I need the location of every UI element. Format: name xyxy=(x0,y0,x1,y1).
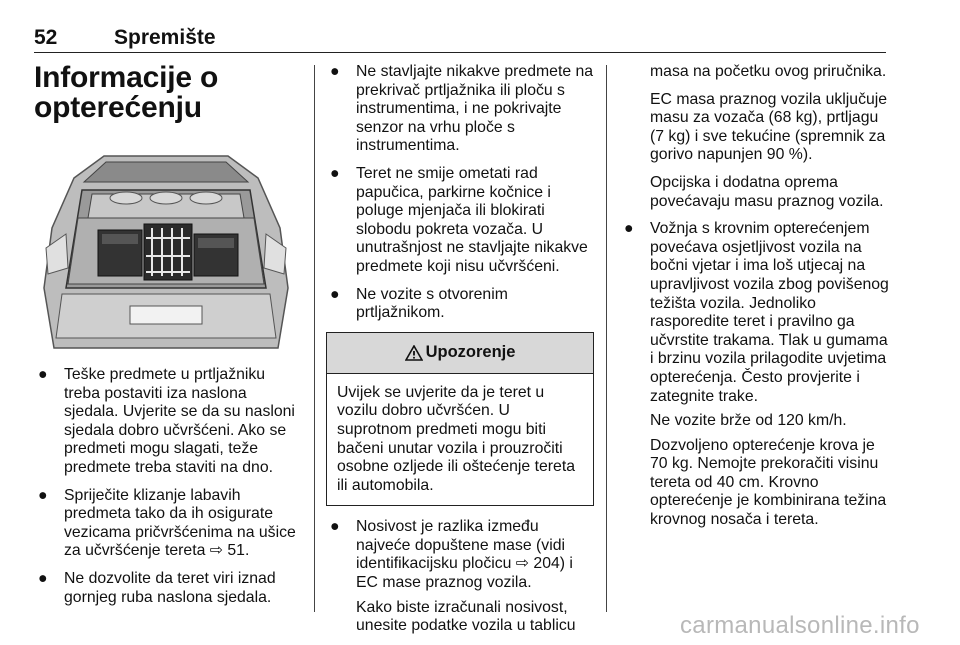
paragraph: Opcijska i dodatna oprema povećavaju masu praznog vozila. xyxy=(650,173,884,210)
paragraph: EC masa praznog vozila uključuje masu za vozača (68 kg), prtljagu (7 kg) i sve tekućine (spremnik za gorivo napunjen 90 %). xyxy=(650,90,888,164)
list-item: ● Vožnja s krovnim opterećenjem povećava osjetljivost vozila na bočni vjetar i ima loš utjecaj na upravljivost vozila zbog povišenog težišta vozila. Jednoliko rasporedite teret i pravilno ga učvrstite trakama. Tlak u gumama i brzinu vozila prilagodite uvjetima opterećenja. Često provjerite i zategnite trake. Ne vozite brže od 120 km/h. Dozvoljeno opterećenje krova je 70 kg. Nemojte prekoračiti visinu tereta od 40 cm. Krovno opterećenje je kombinirana težina krovnog nosača i tereta. xyxy=(624,220,889,529)
column-2 xyxy=(326,63,594,645)
list-item: ● Teške predmete u prtljažniku treba postaviti iza naslona sjedala. Uvjerite se da su nasloni sjedala dobro učvršćeni. Ako se predmeti mogu slagati, teže predmete treba staviti na dno. xyxy=(38,366,295,476)
column-1 xyxy=(34,63,302,123)
column-1-list xyxy=(34,366,302,616)
warning-box xyxy=(326,332,594,507)
warning-header xyxy=(327,333,593,374)
list-item: ● Teret ne smije ometati rad papučica, parkirne kočnice i poluge mjenjača ili blokirati slobodu pokreta vozača. U unutrašnjost ne stavljajte nikakve predmete koji nisu učvršćeni. xyxy=(330,164,588,275)
section-title: Spremište xyxy=(114,26,216,49)
paragraph: masa na početku ovog priručnika. xyxy=(650,63,887,80)
warning-triangle-icon xyxy=(405,345,423,361)
watermark: carmanualsonline.info xyxy=(680,612,920,639)
column-divider xyxy=(606,65,607,612)
page-number: 52 xyxy=(34,26,58,49)
warning-text: Uvijek se uvjerite da je teret u vozilu dobro učvršćen. U suprotnom predmeti mogu biti bačeni unutar vozila i prouzročiti osobne ozljede ili oštećenje tereta ili automobila. xyxy=(337,383,575,494)
column-3 xyxy=(620,63,890,539)
warning-title: Upozorenje xyxy=(425,343,516,362)
page-title: Informacije o opterećenju xyxy=(34,61,219,124)
page-header xyxy=(34,24,886,53)
list-item: ● Ne stavljajte nikakve predmete na prekrivač prtljažnika ili ploču s instrumentima, i ne pokrivajte senzor na vrhu ploče s instrumentima. xyxy=(330,63,594,155)
trunk-illustration xyxy=(34,138,298,354)
list-item: ● Ne vozite s otvorenim prtljažnikom. xyxy=(330,285,508,322)
column-divider xyxy=(314,65,315,612)
list-item: ● Spriječite klizanje labavih predmeta tako da ih osigurate vezicama pričvršćenima na ušice za učvršćenje tereta ⇨ 51. xyxy=(38,486,296,560)
list-item: ● Nosivost je razlika između najveće dopuštene mase (vidi identifikacijsku pločicu ⇨ 204) i EC mase praznog vozila. Kako biste izračunali nosivost, unesite podatke vozila u tablicu xyxy=(330,518,576,635)
list-item: ● Ne dozvolite da teret viri iznad gornjeg ruba naslona sjedala. xyxy=(38,569,276,606)
